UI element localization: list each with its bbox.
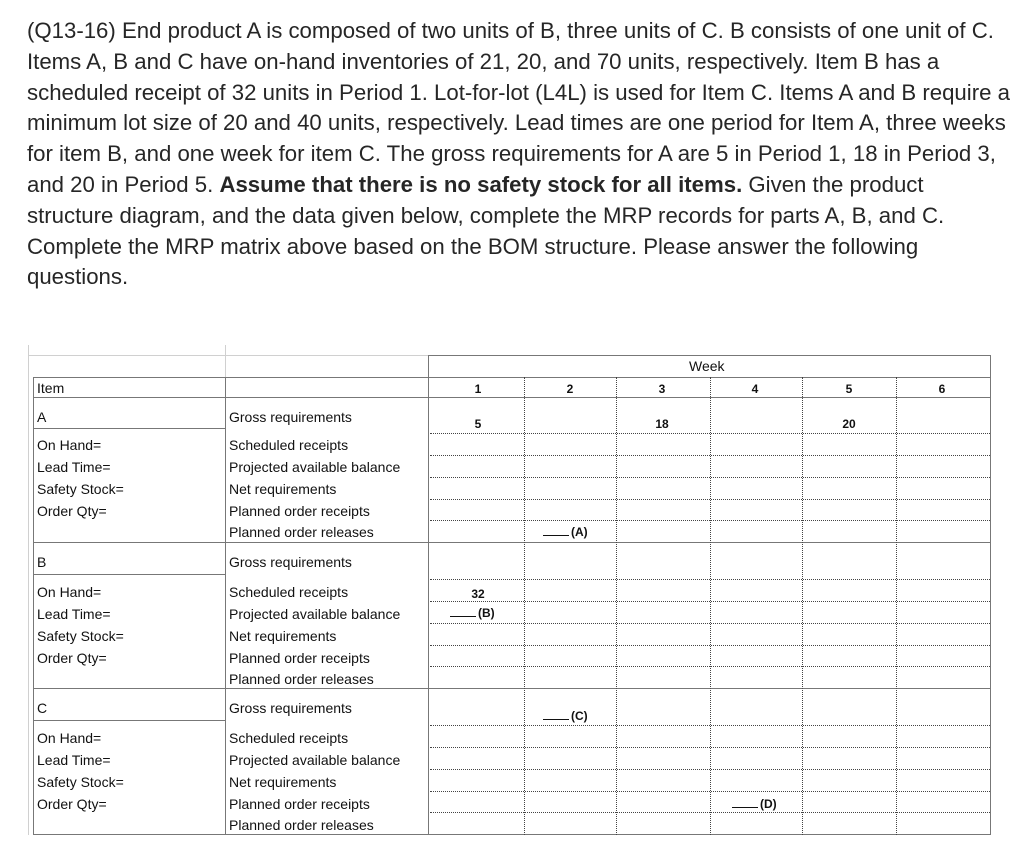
- a-row-gross: Gross requirements: [229, 409, 352, 425]
- item-b-name: B: [37, 554, 47, 570]
- question-instructions: Given the product structure diagram, and the data given below, complete the MRP records for parts A, B, and C. Complete the MRP matrix above based on the BOM structure. Please answer the following questions.: [27, 171, 945, 290]
- a-gross-p3: 18: [655, 417, 669, 431]
- blank-c: (C): [543, 709, 588, 723]
- a-row-scheduled: Scheduled receipts: [229, 437, 349, 453]
- blank-d: (D): [732, 797, 777, 811]
- a-row-net: Net requirements: [229, 481, 337, 497]
- item-b-lead-time: Lead Time=: [37, 606, 111, 622]
- b-row-por: Planned order receipts: [229, 650, 370, 666]
- b-row-scheduled: Scheduled receipts: [229, 584, 349, 600]
- b-scheduled-p1: 32: [471, 587, 485, 601]
- item-b-safety-stock: Safety Stock=: [37, 628, 124, 644]
- c-row-projected: Projected available balance: [229, 752, 401, 768]
- item-header: Item: [37, 380, 65, 396]
- a-row-por: Planned order receipts: [229, 503, 370, 519]
- item-c-order-qty: Order Qty=: [37, 796, 107, 812]
- period-5-header: 5: [845, 382, 853, 396]
- blank-b: (B): [450, 606, 495, 620]
- item-b-order-qty: Order Qty=: [37, 650, 107, 666]
- b-row-gross: Gross requirements: [229, 554, 352, 570]
- period-3-header: 3: [658, 382, 666, 396]
- a-gross-p1: 5: [474, 417, 482, 431]
- item-c-name: C: [37, 700, 48, 716]
- c-row-porl: Planned order releases: [229, 817, 374, 833]
- blank-a: (A): [543, 525, 588, 539]
- c-row-por: Planned order receipts: [229, 796, 370, 812]
- item-a-safety-stock: Safety Stock=: [37, 481, 124, 497]
- item-c-lead-time: Lead Time=: [37, 752, 111, 768]
- period-4-header: 4: [751, 382, 759, 396]
- c-row-net: Net requirements: [229, 774, 337, 790]
- question-bold-note: Assume that there is no safety stock for all items.: [219, 171, 743, 197]
- b-row-projected: Projected available balance: [229, 606, 401, 622]
- week-header: Week: [689, 358, 725, 374]
- item-c-on-hand: On Hand=: [37, 730, 102, 746]
- item-a-name: A: [37, 409, 47, 425]
- c-row-gross: Gross requirements: [229, 700, 352, 716]
- item-b-on-hand: On Hand=: [37, 584, 102, 600]
- period-6-header: 6: [938, 382, 946, 396]
- item-a-on-hand: On Hand=: [37, 437, 102, 453]
- a-row-projected: Projected available balance: [229, 459, 401, 475]
- item-c-safety-stock: Safety Stock=: [37, 774, 124, 790]
- question-intro: (Q13-16) End product A is composed of two units of B, three units of C. B consists of one unit of C. Items A, B and C have on-hand inventories of 21, 20, and 70 units, respectively. Item B has a scheduled receipt of 32 units in Period 1. Lot-for-lot (L4L) is used for Item C. Items A and B require a minimum lot size of 20 and 40 units, respectively. Lead times are one period for Item A, three weeks for item B, and one week for item C. The gross requirements for A are 5 in Period 1, 18 in Period 3, and 20 in Period 5.: [27, 18, 1010, 197]
- item-a-lead-time: Lead Time=: [37, 459, 111, 475]
- a-gross-p5: 20: [842, 417, 856, 431]
- c-row-scheduled: Scheduled receipts: [229, 730, 349, 746]
- period-1-header: 1: [474, 382, 482, 396]
- item-a-order-qty: Order Qty=: [37, 503, 107, 519]
- period-2-header: 2: [566, 382, 574, 396]
- b-row-net: Net requirements: [229, 628, 337, 644]
- b-row-porl: Planned order releases: [229, 671, 374, 687]
- a-row-porl: Planned order releases: [229, 524, 374, 540]
